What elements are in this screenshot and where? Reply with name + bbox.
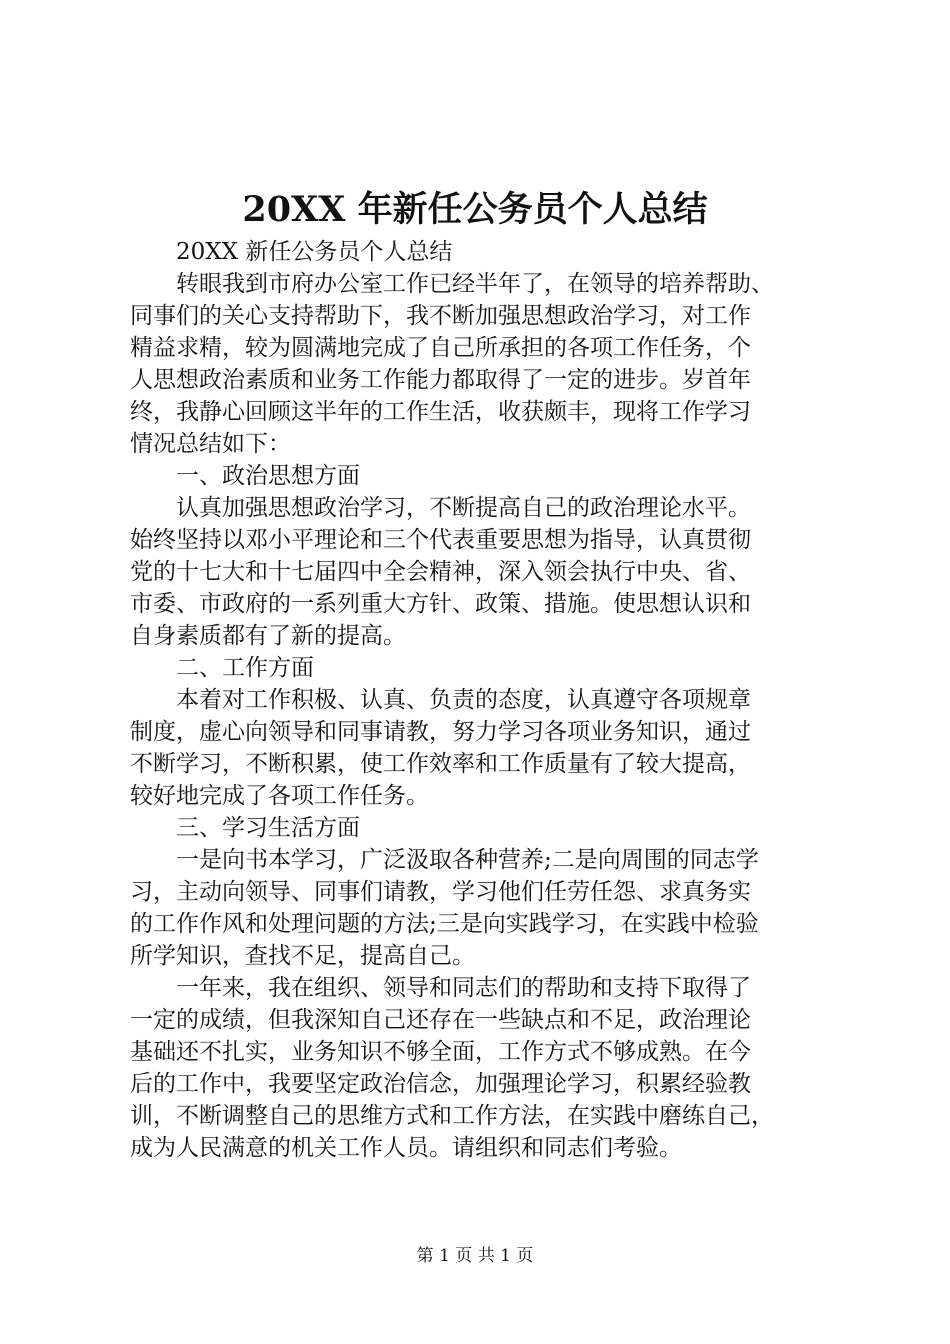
section-heading-study: 三、学习生活方面 [176, 815, 360, 841]
text-line: 市委、市政府的一系列重大方针、政策、措施。使思想认识和 [130, 591, 751, 617]
text-line: 情况总结如下： [130, 431, 291, 457]
text-line: 一定的成绩，但我深知自己还存在一些缺点和不足，政治理论 [130, 1007, 751, 1033]
text-line: 同事们的关心支持帮助下，我不断加强思想政治学习，对工作 [130, 303, 751, 329]
page-footer: 第 1 页 共 1 页 [416, 1246, 534, 1266]
text-line: 认真加强思想政治学习，不断提高自己的政治理论水平。 [176, 495, 751, 521]
text-line: 党的十七大和十七届四中全会精神，深入领会执行中央、省、 [130, 559, 751, 585]
text-line: 基础还不扎实，业务知识不够全面，工作方式不够成熟。在今 [130, 1039, 751, 1065]
text-line: 一年来，我在组织、领导和同志们的帮助和支持下取得了 [176, 975, 751, 1001]
text-line: 较好地完成了各项工作任务。 [130, 783, 429, 809]
text-line: 训，不断调整自己的思维方式和工作方法，在实践中磨练自己， [130, 1103, 774, 1129]
text-line: 自身素质都有了新的提高。 [130, 623, 406, 649]
text-line: 的工作作风和处理问题的方法;三是向实践学习，在实践中检验 [130, 911, 759, 937]
text-line: 始终坚持以邓小平理论和三个代表重要思想为指导，认真贯彻 [130, 527, 751, 553]
text-line: 本着对工作积极、认真、负责的态度，认真遵守各项规章 [176, 687, 751, 713]
text-line: 精益求精，较为圆满地完成了自己所承担的各项工作任务，个 [130, 335, 751, 361]
text-line: 后的工作中，我要坚定政治信念，加强理论学习，积累经验教 [130, 1071, 751, 1097]
section-heading-politics: 一、政治思想方面 [176, 463, 360, 489]
text-line: 不断学习，不断积累，使工作效率和工作质量有了较大提高， [130, 751, 751, 777]
text-line: 一是向书本学习，广泛汲取各种营养;二是向周围的同志学 [176, 847, 759, 873]
text-line: 所学知识，查找不足，提高自己。 [130, 943, 475, 969]
text-line: 制度，虚心向领导和同事请教，努力学习各项业务知识，通过 [130, 719, 751, 745]
text-line: 转眼我到市府办公室工作已经半年了，在领导的培养帮助、 [176, 271, 774, 297]
text-line: 终，我静心回顾这半年的工作生活，收获颇丰，现将工作学习 [130, 399, 751, 425]
section-heading-work: 二、工作方面 [176, 655, 314, 681]
document-body [130, 236, 830, 1164]
text-line: 成为人民满意的机关工作人员。请组织和同志们考验。 [130, 1135, 682, 1161]
text-line: 习，主动向领导、同事们请教，学习他们任劳任怨、求真务实 [130, 879, 751, 905]
page-title: 20XX 年新任公务员个人总结 [242, 189, 708, 230]
document-subtitle: 20XX 新任公务员个人总结 [176, 239, 453, 265]
text-line: 人思想政治素质和业务工作能力都取得了一定的进步。岁首年 [130, 367, 751, 393]
